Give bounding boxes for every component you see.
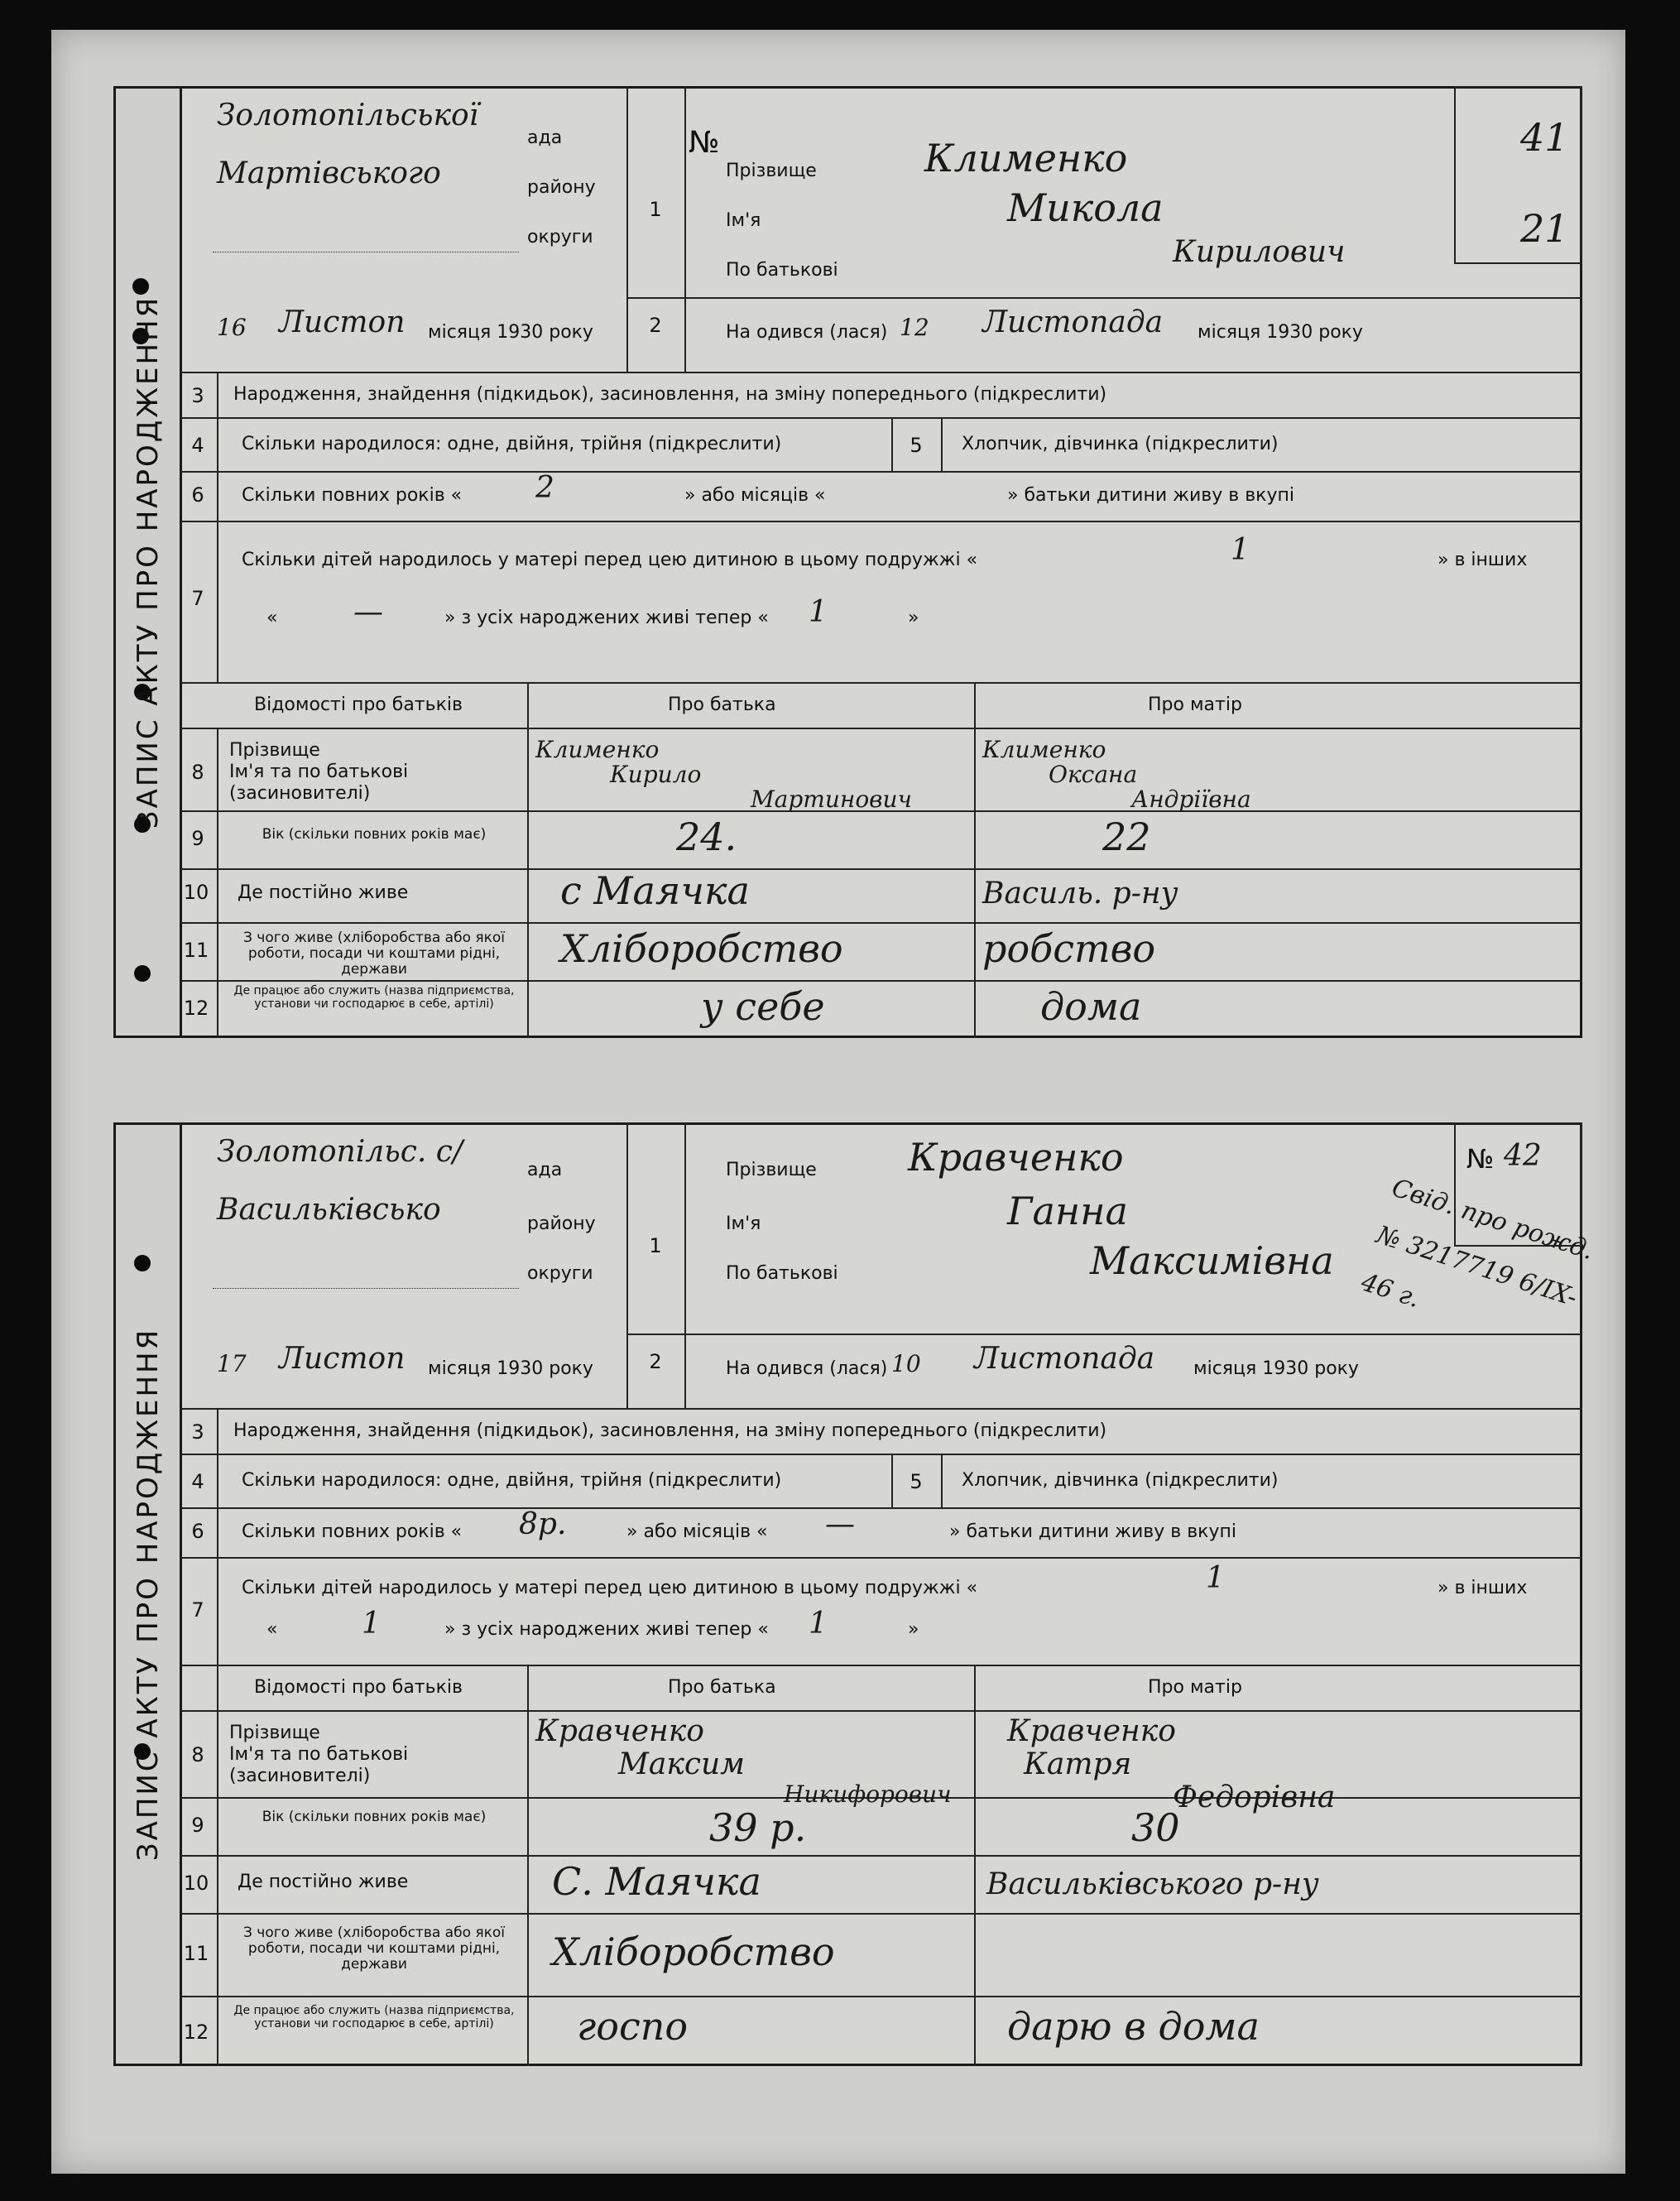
archive-page bbox=[51, 30, 1625, 2174]
birth-record-42: ЗАПИС АКТУ ПРО НАРОДЖЕННЯ Золотопільс. с/ ада Васильківсько району округи 17 Листоп місяця 1930 року 1 2 Прізвище Кравченко Ім'я Ганна По батькові Максимівна № 42 Свід. про рожд. № 3217719 6/IX-46 г. На одився (лася) 10 Листопада місяця 1930 року 3 Народження, знайдення (підкидьок), засиновлення, на зміну попереднього (підкреслити) 4 Скільки народилося: одне, двійня, трійня (підкреслити) 5 Хлопчик, дівчинка (підкреслити) 6 Скільки повних років « 8р. » або місяців « — » батьки дитини живу в вкупі 7 Скільки дітей народилось у матері перед цею дитиною в цьому подружжі « 1 » в інших « 1 » з усіх народжених живі тепер « 1 » Відомості про батьків Про батька Про матір 8 Прізвище Ім'я та по батькові (засиновителі) 9 Вік (скільки повних років має) 10 Де постійно живе 11 З чого живе (хліборобства або якої роботи, посади чи коштами рідні, держави 12 Де працює або служить (назва підприємства, установи чи господарює в себе, артілі) Кравченко Максим Никифорович 39 р. С. Маячка Хліборобство госпо Кравченко Катря Федорівна 30 Васильківського р-ну дарю в дома bbox=[180, 1122, 1582, 2066]
record-title: ЗАПИС АКТУ ПРО НАРОДЖЕННЯ bbox=[131, 295, 165, 829]
header-father: Про батька bbox=[668, 694, 776, 715]
header-info: Відомості про батьків bbox=[254, 694, 463, 715]
father-residence: с Маячка bbox=[560, 868, 750, 913]
row4-text: Скільки народилося: одне, двійня, трійня (підкреслити) bbox=[242, 434, 782, 454]
father-age: 24. bbox=[676, 815, 737, 859]
child-patronymic: Кирилович bbox=[1173, 235, 1346, 269]
row6-years: 2 bbox=[535, 471, 554, 505]
mother-residence: Василь. р-ну bbox=[982, 877, 1178, 911]
reg-day: 17 bbox=[217, 1350, 247, 1377]
council-name: Золотопільської bbox=[217, 99, 479, 132]
child-surname: Кравченко bbox=[908, 1135, 1124, 1180]
mother-workplace: дома bbox=[1040, 984, 1142, 1029]
father-surname: Клименко bbox=[535, 736, 660, 763]
record-sidebar bbox=[113, 86, 180, 1038]
birth-month: Листопада bbox=[982, 305, 1164, 339]
record-number: 41 bbox=[1520, 115, 1569, 160]
father-patronymic: Мартинович bbox=[751, 786, 912, 813]
record-number-extra: 21 bbox=[1520, 206, 1569, 251]
mother-surname: Клименко bbox=[982, 736, 1106, 763]
birth-record-41: ЗАПИС АКТУ ПРО НАРОДЖЕННЯ Золотопільської ада Мартівського району округи 16 Листоп місяця 1930 року 1 2 Прізвище Клименко Ім'я Микола По батькові Кирилович № 41 21 На одився (лася) 12 Листопада місяця 1930 року 3 Народження, знайдення (підкидьок), засиновлення, на зміну попереднього (підкреслити) 4 Скільки народилося: одне, двійня, трійня (підкреслити) 5 Хлопчик, дівчинка (підкреслити) 6 Скільки повних років « 2 » або місяців « » батьки дитини живу в вкупі 7 Скільки дітей народилось у матері перед цею дитиною в цьому подружжі « 1 » в інших « — » з усіх народжених живі тепер « 1 » Відомості про батьків Про батька Про матір 8 Прізвище Ім'я та по батькові (засиновителі) 9 Вік (скільки повних років має) 10 Де постійно живе 11 З чого живе (хліборобства або якої роботи, посади чи коштами рідні, держави 12 Де працює або служить (назва підприємства, установи чи господарює в себе, артілі) Клименко Кирило Мартинович 24. с Маячка Хліборобство у себе Клименко Оксана Андріївна 22 Василь. р-ну робство дома bbox=[180, 86, 1582, 1038]
father-occupation: Хліборобство bbox=[560, 926, 843, 971]
father-workplace: у себе bbox=[701, 984, 825, 1029]
header-mother: Про матір bbox=[1148, 694, 1242, 715]
record-number: 42 bbox=[1504, 1139, 1542, 1173]
record-sidebar bbox=[113, 1122, 180, 2066]
child-surname: Клименко bbox=[924, 136, 1128, 180]
father-name: Кирило bbox=[610, 761, 702, 788]
mother-patronymic: Андріївна bbox=[1131, 786, 1251, 813]
mother-occupation: робство bbox=[982, 926, 1156, 971]
reg-month: Листоп bbox=[279, 1342, 406, 1376]
record-title: ЗАПИС АКТУ ПРО НАРОДЖЕННЯ bbox=[131, 1327, 165, 1862]
council-name: Золотопільс. с/ bbox=[217, 1135, 463, 1169]
row3-text: Народження, знайдення (підкидьок), засиновлення, на зміну попереднього (підкреслити) bbox=[233, 384, 1107, 405]
mother-age: 22 bbox=[1102, 815, 1151, 859]
child-name: Микола bbox=[1007, 185, 1164, 230]
reg-month: Листоп bbox=[279, 305, 406, 339]
child-patronymic: Максимівна bbox=[1090, 1238, 1334, 1283]
certificate-note: Свід. про рожд. № 3217719 6/IX-46 г. bbox=[1357, 1173, 1597, 1314]
birth-day: 10 bbox=[891, 1350, 921, 1377]
birth-day: 12 bbox=[900, 314, 929, 341]
row5-text: Хлопчик, дівчинка (підкреслити) bbox=[962, 434, 1279, 454]
birth-month: Листопада bbox=[974, 1342, 1155, 1376]
district-name: Мартівського bbox=[217, 156, 441, 190]
child-name: Ганна bbox=[1007, 1189, 1128, 1233]
reg-day: 16 bbox=[217, 314, 247, 341]
district-name: Васильківсько bbox=[217, 1193, 441, 1227]
mother-name: Оксана bbox=[1049, 761, 1138, 788]
